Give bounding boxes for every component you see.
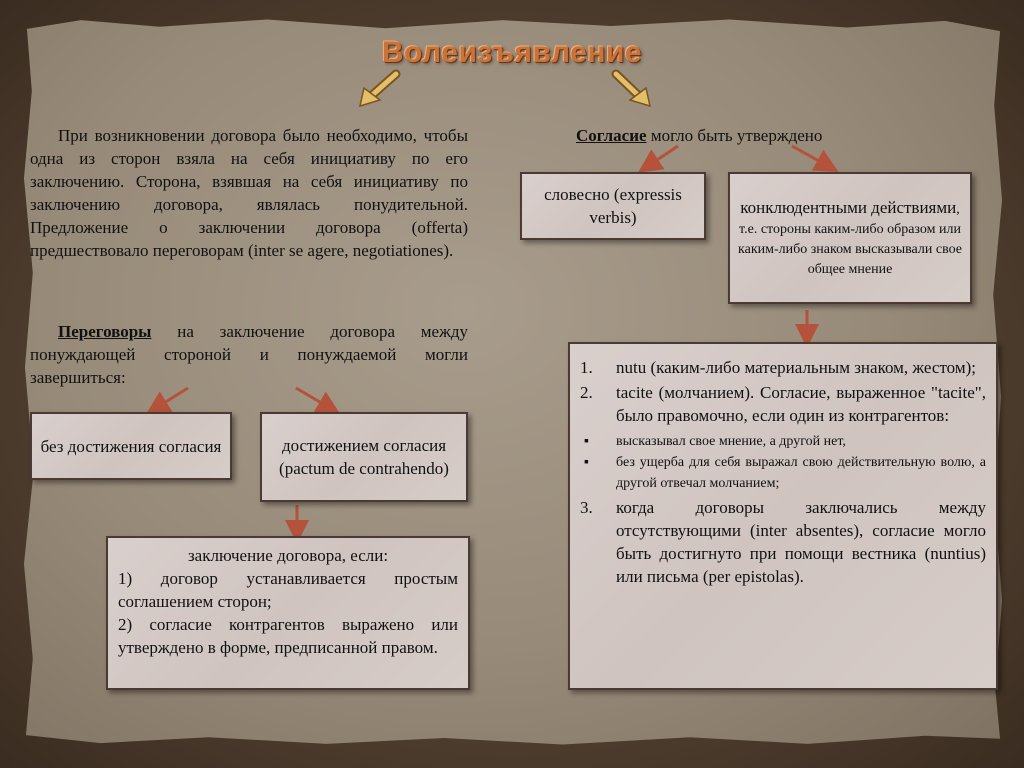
bullet-text: без ущерба для себя выражал свою действительную волю, а другой отвечал молчанием;	[616, 455, 986, 491]
box-agreement	[260, 412, 468, 502]
box-no-agreement-label: без достижения согласия	[40, 436, 222, 456]
box-consent-forms	[568, 342, 998, 690]
box-verbal	[520, 172, 706, 240]
bullet-item	[580, 431, 986, 452]
conclusion-item-1: 1) договор устанавливается простым соглашением сторон;	[118, 569, 458, 611]
box-conclusive	[728, 172, 972, 304]
box-conclusive-text	[738, 197, 962, 280]
consent-text: могло быть утверждено	[646, 126, 823, 145]
box-conclusion	[106, 536, 470, 690]
box-agreement-label: достижением согласия (pactum de contrahendo)	[279, 436, 449, 478]
bullet-icon: ▪	[584, 434, 589, 449]
list-item-text: когда договоры заключались между отсутствующими (inter absentes), согласие могло быть достигнуто при помощи вестника (nuntius) или письма (per epistolas).	[616, 498, 986, 586]
consent-heading	[576, 124, 996, 147]
bullet-text: высказывал свое мнение, а другой нет,	[616, 434, 846, 449]
intro-paragraph: При возникновении договора было необходимо, чтобы одна из сторон взяла на себя инициативу по его заключению. Сторона, взявшая на себя инициативу по заключению договора, являлась понудительной. Предложение о заключении договора (offerta) предшествовало переговорам (inter se agere, negotiationes).	[30, 126, 468, 260]
box-verbal-label: словесно (expressis verbis)	[544, 185, 682, 227]
list-item	[580, 356, 986, 379]
negotiations-term: Переговоры	[58, 322, 152, 341]
bullet-icon: ▪	[584, 455, 589, 470]
list-item-number: 3.	[580, 498, 593, 517]
box-conclusive-bold: конклюдентными действиями	[740, 197, 957, 217]
negotiations-paragraph	[30, 320, 468, 389]
box-no-agreement	[30, 412, 232, 480]
bullet-item	[580, 452, 986, 494]
list-item-text: nutu (каким-либо материальным знаком, жестом);	[616, 358, 976, 377]
conclusion-item-2: 2) согласие контрагентов выражено или утверждено в форме, предписанной правом.	[118, 615, 458, 657]
list-item-number: 2.	[580, 383, 593, 402]
negotiations-text: на заключение договора между понуждающей стороной и понуждаемой могли завершиться:	[30, 322, 468, 387]
conclusion-title: заключение договора, если:	[187, 546, 389, 565]
box-conclusive-rest: , т.е. стороны каким-либо образом или каким-либо знаком высказывали свое общее мнение	[738, 201, 962, 277]
page-title: Волеизъявление	[381, 36, 643, 69]
list-item-number: 1.	[580, 358, 593, 377]
list-item	[580, 381, 986, 427]
list-item	[580, 496, 986, 588]
consent-term: Согласие	[576, 126, 647, 145]
list-item-text: tacite (молчанием). Согласие, выраженное "tacite", было правомочно, если один из контрагентов:	[616, 383, 986, 425]
